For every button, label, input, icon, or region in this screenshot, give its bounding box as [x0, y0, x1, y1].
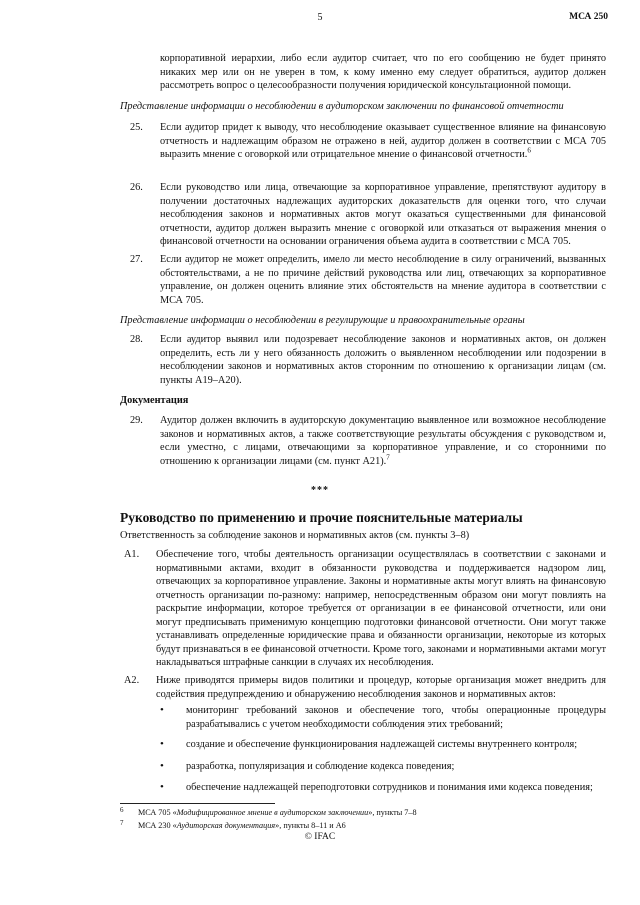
paragraph-number: 25.: [130, 122, 143, 133]
paragraph-text: Если аудитор выявил или подозревает несоблюдение законов и нормативных актов, он должен определить, есть ли у него обязанность доложить о выявленном несоблюдении или подозрении в несоблюдении законов и нормативных актов сторонним по отношению к организации лицам (см. пункты A19–A20).: [160, 334, 606, 386]
section-heading-authorities: Представление информации о несоблюдении в регулирующие и правоохранительные органы: [120, 315, 525, 326]
bullet-icon: •: [160, 760, 164, 772]
section-heading-reporting: Представление информации о несоблюдении в аудиторском заключении по финансовой отчетности: [120, 101, 564, 112]
section-separator: ***: [311, 485, 329, 496]
paragraph-25: [124, 121, 606, 162]
bullet-icon: •: [160, 738, 164, 750]
paragraph-29: [124, 414, 606, 468]
paragraph-text: Ниже приводятся примеры видов политики и процедур, которые организация может внедрить для содействия предупреждению и обнаружению несоблюдения законов и нормативных актов:: [156, 675, 606, 700]
bullet-item: [160, 781, 606, 795]
standard-label: МСА 250: [569, 12, 608, 22]
continuation-paragraph: корпоративной иерархии, либо если аудитор считает, что по его сообщению не будет принято никаких мер или он не уверен в том, к кому именно ему следует обратиться, аудитор должен рассмотреть вопрос о целесообразности получения юридической консультационной помощи.: [160, 53, 606, 91]
paragraph-number: 29.: [130, 415, 143, 426]
paragraph-26: [124, 181, 606, 249]
footnote-suffix: », пункты 8–11 и A6: [275, 821, 346, 830]
footnote-mark: 6: [120, 806, 124, 814]
footnote-title: Модифицированное мнение в аудиторском заключении: [176, 808, 369, 817]
footnote-7: [120, 821, 346, 830]
bullet-text: обеспечение надлежащей переподготовки сотрудников и понимания ими кодекса поведения;: [186, 782, 593, 793]
footnote-ref[interactable]: 7: [386, 453, 390, 462]
bullet-item: [160, 738, 606, 752]
guidance-subheading: Ответственность за соблюдение законов и нормативных актов (см. пункты 3–8): [120, 530, 470, 541]
paragraph-number: 27.: [130, 254, 143, 265]
page-number: 5: [317, 12, 323, 23]
footnote-suffix: », пункты 7–8: [368, 808, 417, 817]
paragraph-28: [124, 333, 606, 387]
footnote-6: [120, 808, 417, 817]
bullet-item: [160, 704, 606, 731]
footnote-mark: 7: [120, 819, 124, 827]
bullet-icon: •: [160, 781, 164, 793]
paragraph-text: Если аудитор придет к выводу, что несоблюдение оказывает существенное влияние на финансовую отчетность и надлежащим образом не отражено в ней, аудитор должен в соответствии с МСА 705 выразить мнение с оговоркой или отрицательное мнение о финансовой отчетности.: [160, 122, 606, 160]
bullet-text: разработка, популяризация и соблюдение кодекса поведения;: [186, 761, 455, 772]
footnote-ref[interactable]: 6: [527, 146, 531, 155]
bullet-text: мониторинг требований законов и обеспечение того, чтобы операционные процедуры разрабатывались с учетом необходимости соблюдения этих требований;: [186, 705, 606, 730]
paragraph-a2: [120, 674, 606, 701]
paragraph-27: [124, 253, 606, 307]
section-heading-documentation: Документация: [120, 395, 189, 406]
paragraph-a1: [120, 548, 606, 670]
copyright-footer: © IFAC: [304, 832, 336, 842]
footnote-divider: [120, 803, 275, 804]
paragraph-text: Если руководство или лица, отвечающие за корпоративное управление, препятствуют аудитору в получении достаточных надлежащих аудиторских доказательств для оценки того, что случаи несоблюдения законов и нормативных актов могут оказаться существенными для финансовой отчетности, аудитор должен выразить мнение с оговоркой или отказаться от выражения мнения о финансовой отчетности на основании ограничения объема аудита в соответствии с МСА 705.: [160, 182, 606, 247]
paragraph-text: Обеспечение того, чтобы деятельность организации осуществлялась в соответствии с законами и нормативными актами, входит в обязанности руководства и поддерживается надзором лиц, отвечающих за корпоративное управление. Законы и нормативные акты могут влиять на финансовую отчетность организации по-разному: например, непосредственным образом они могут повлиять на раскрытие информации, которое требуется от организации в ее финансовой отчетности, или они могут предписывать применимую концепцию подготовки финансовой отчетности. Они могут также устанавливать определенные юридические права и обязанности организации, некоторые из которых будут признаваться в ее финансовой отчетности. Кроме того, законами и нормативными актами могут накладываться штрафные санкции в случаях их несоблюдения.: [156, 549, 606, 668]
paragraph-number: A1.: [124, 549, 140, 560]
bullet-item: [160, 760, 606, 774]
paragraph-number: 28.: [130, 334, 143, 345]
bullet-text: создание и обеспечение функционирования надлежащей системы внутреннего контроля;: [186, 739, 578, 750]
bullet-icon: •: [160, 704, 164, 716]
paragraph-number: A2.: [124, 675, 140, 686]
paragraph-text: Если аудитор не может определить, имело ли место несоблюдение в силу ограничений, вызванных обстоятельствами, а не по причине действий руководства или лиц, отвечающих за корпоративное управление, он должен оценить влияние этих обстоятельств на мнение аудитора в соответствии с МСА 705.: [160, 254, 606, 306]
guidance-heading: Руководство по применению и прочие пояснительные материалы: [120, 510, 523, 525]
paragraph-text: Аудитор должен включить в аудиторскую документацию выявленное или возможное несоблюдение законов и нормативных актов, а также соответствующие результаты обсуждения с руководством и, если уместно, с лицами, отвечающими за корпоративное управление, и со сторонними по отношению к организации лицами (см. пункт A21).: [160, 415, 606, 467]
footnote-prefix: МСА 705 «: [138, 808, 177, 817]
footnote-title: Аудиторская документация: [176, 821, 276, 830]
paragraph-number: 26.: [130, 182, 143, 193]
footnote-prefix: МСА 230 «: [138, 821, 177, 830]
